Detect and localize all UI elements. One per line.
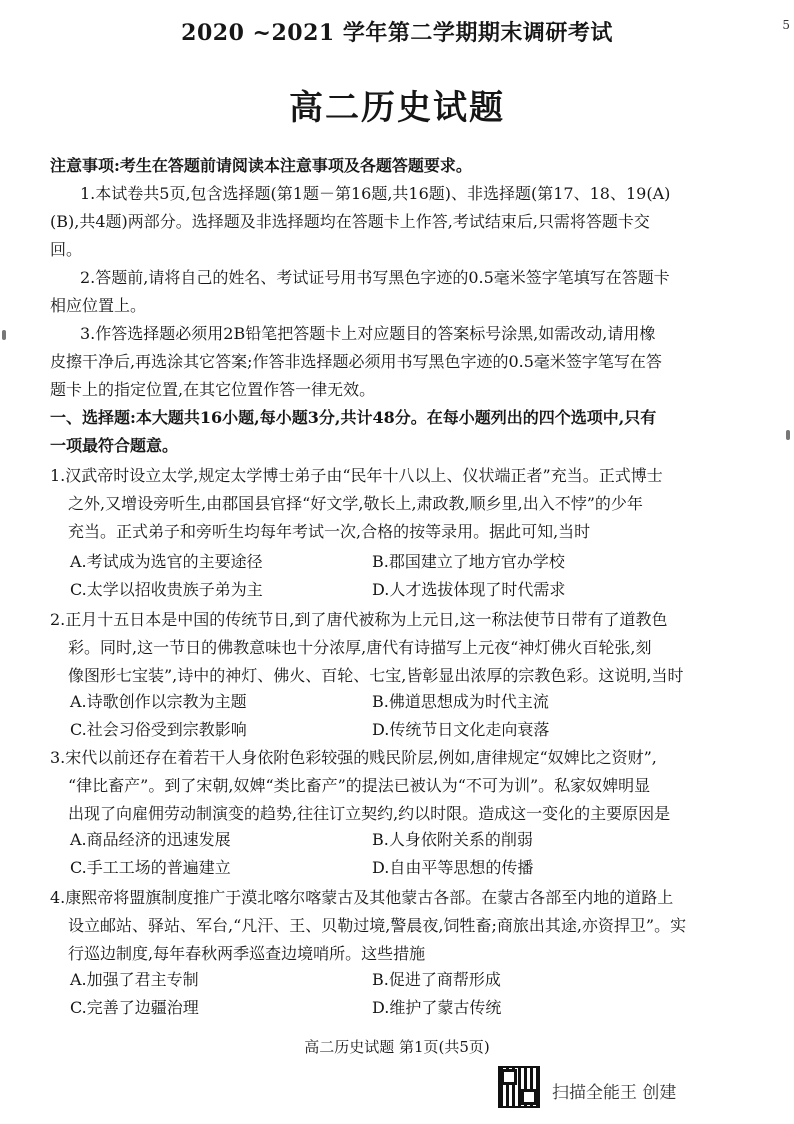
scanner-watermark: 扫描全能王 创建	[552, 1083, 677, 1103]
option-a: A.商品经济的迅速发展	[70, 830, 231, 849]
scan-edge-mark	[2, 330, 6, 340]
option-c: C.太学以招收贵族子弟为主	[70, 580, 263, 599]
notice-heading: 注意事项:考生在答题前请阅读本注意事项及各题答题要求。	[50, 156, 472, 175]
question-stem: 出现了向雇佣劳动制演变的趋势,往往订立契约,约以时限。造成这一变化的主要原因是	[68, 804, 671, 823]
qr-code-icon	[498, 1066, 540, 1108]
corner-mark: 5	[782, 18, 790, 32]
notice-line: 1.本试卷共5页,包含选择题(第1题－第16题,共16题)、非选择题(第17、18、19(A)	[80, 184, 671, 203]
section-heading: 一项最符合题意。	[50, 436, 179, 455]
question-stem: “律比畜产”。到了宋朝,奴婢“类比畜产”的提法已被认为“不可为训”。私家奴婢明显	[68, 776, 651, 795]
question-stem: 2.正月十五日本是中国的传统节日,到了唐代被称为上元日,这一称法使节日带有了道教色	[50, 610, 668, 629]
question-stem: 设立邮站、驿站、军台,“凡汗、王、贝勒过境,警晨夜,饲牲畜;商旅出其途,亦资捍卫”。实	[68, 916, 687, 935]
option-d: D.传统节日文化走向衰落	[372, 720, 550, 739]
notice-line: 3.作答选择题必须用2B铅笔把答题卡上对应题目的答案标号涂黑,如需改动,请用橡	[80, 324, 656, 343]
option-d: D.维护了蒙古传统	[372, 998, 502, 1017]
question-stem: 4.康熙帝将盟旗制度推广于漠北喀尔喀蒙古及其他蒙古各部。在蒙古各部至内地的道路上	[50, 888, 674, 907]
option-a: A.考试成为选官的主要途径	[70, 552, 263, 571]
scan-edge-mark	[786, 430, 790, 440]
notice-line: 皮擦干净后,再选涂其它答案;作答非选择题必须用书写黑色字迹的0.5毫米签字笔写在答	[50, 352, 662, 371]
notice-line: 回。	[50, 240, 83, 259]
question-stem: 行巡边制度,每年春秋两季巡查边境哨所。这些措施	[68, 944, 426, 963]
exam-subtitle: 2020 ~2021 学年第二学期期末调研考试	[181, 20, 613, 46]
question-stem: 充当。正式弟子和旁听生均每年考试一次,合格的按等录用。据此可知,当时	[68, 522, 591, 541]
question-stem: 彩。同时,这一节日的佛教意味也十分浓厚,唐代有诗描写上元夜“神灯佛火百轮张,刻	[68, 638, 652, 657]
option-c: C.完善了边疆治理	[70, 998, 199, 1017]
page-title: 高二历史试题	[289, 88, 505, 128]
question-stem: 之外,又增设旁听生,由郡国县官择“好文学,敬长上,肃政教,顺乡里,出入不悖”的少年	[68, 494, 643, 513]
option-d: D.自由平等思想的传播	[372, 858, 534, 877]
question-stem: 1.汉武帝时设立太学,规定太学博士弟子由“民年十八以上、仪状端正者”充当。正式博士	[50, 466, 663, 485]
option-b: B.郡国建立了地方官办学校	[372, 552, 565, 571]
option-b: B.佛道思想成为时代主流	[372, 692, 549, 711]
option-a: A.诗歌创作以宗教为主题	[70, 692, 247, 711]
section-heading: 一、选择题:本大题共16小题,每小题3分,共计48分。在每小题列出的四个选项中,只有	[50, 408, 657, 427]
option-b: B.促进了商帮形成	[372, 970, 501, 989]
option-b: B.人身依附关系的削弱	[372, 830, 533, 849]
question-stem: 3.宋代以前还存在着若干人身依附色彩较强的贱民阶层,例如,唐律规定“奴婢比之资财”,	[50, 748, 657, 767]
notice-line: 2.答题前,请将自己的姓名、考试证号用书写黑色字迹的0.5毫米签字笔填写在答题卡	[80, 268, 670, 287]
option-c: C.社会习俗受到宗教影响	[70, 720, 247, 739]
option-c: C.手工工场的普遍建立	[70, 858, 231, 877]
notice-line: 题卡上的指定位置,在其它位置作答一律无效。	[50, 380, 376, 399]
option-d: D.人才选拔体现了时代需求	[372, 580, 566, 599]
notice-line: 相应位置上。	[50, 296, 147, 315]
notice-line: (B),共4题)两部分。选择题及非选择题均在答题卡上作答,考试结束后,只需将答题卡交	[50, 212, 650, 231]
page-footer: 高二历史试题 第1页(共5页)	[304, 1038, 490, 1056]
question-stem: 像图形七宝装”,诗中的神灯、佛火、百轮、七宝,皆彰显出浓厚的宗教色彩。这说明,当时	[68, 666, 684, 685]
option-a: A.加强了君主专制	[70, 970, 199, 989]
